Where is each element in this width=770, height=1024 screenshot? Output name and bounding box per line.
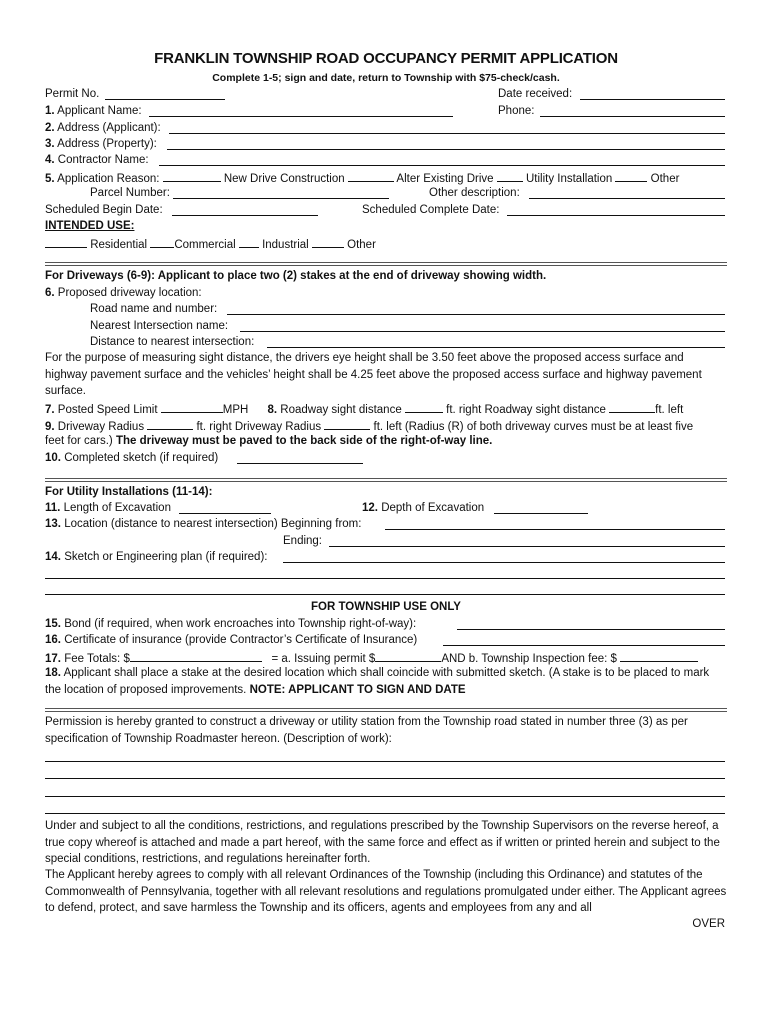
phone-label: Phone: — [498, 105, 535, 117]
address-property-field[interactable] — [167, 149, 725, 150]
nearest-intersection-label: Nearest Intersection name: — [90, 320, 229, 332]
q10-label: 10. Completed sketch (if required) — [45, 452, 219, 464]
q18-text: 18. Applicant shall place a stake at the desired location which shall coincide with submitted sketch. (A stake is to be placed to mark the location of proposed improvements. NOTE: APPLICANT TO SIGN AND DATE — [45, 667, 710, 696]
form-title: FRANKLIN TOWNSHIP ROAD OCCUPANCY PERMIT APPLICATION — [154, 50, 618, 67]
excavation-depth-field[interactable] — [494, 513, 588, 514]
scheduled-begin-field[interactable] — [172, 215, 318, 216]
ending-label: Ending: — [283, 535, 323, 547]
q17-row: 17. Fee Totals: $ = a. Issuing permit $ AND b. Township Inspection fee: $ — [45, 650, 698, 666]
completed-sketch-field[interactable] — [237, 463, 363, 464]
over-label: OVER — [692, 918, 725, 930]
permission-text: Permission is hereby granted to construct a driveway or utility station from the Township road stated in number three (3) as per specification of Township Roadmaster hereon. (Description of work): — [45, 716, 688, 745]
other-blank[interactable] — [615, 170, 647, 182]
distance-intersection-field[interactable] — [267, 347, 725, 348]
driveways-heading: For Driveways (6-9): Applicant to place two (2) stakes at the end of driveway showing width. — [45, 270, 547, 282]
q6-label: 6. Proposed driveway location: — [45, 287, 202, 299]
q15-label: 15. Bond (if required, when work encroaches into Township right-of-way): — [45, 618, 417, 630]
bond-field[interactable] — [457, 629, 725, 630]
sight-left-field[interactable] — [609, 401, 655, 413]
parcel-number-field[interactable] — [173, 198, 389, 199]
ending-field[interactable] — [329, 546, 725, 547]
issuing-permit-field[interactable] — [375, 650, 441, 662]
date-received-label: Date received: — [498, 88, 573, 100]
contractor-name-label: 4. Contractor Name: — [45, 154, 149, 166]
intended-use-heading: INTENDED USE: — [45, 220, 135, 232]
intended-use-row: Residential Commercial Industrial Other — [45, 236, 376, 252]
contractor-name-field[interactable] — [159, 165, 725, 166]
permit-no-label: Permit No. — [45, 88, 100, 100]
sketch-plan-line[interactable] — [45, 594, 725, 595]
nearest-intersection-field[interactable] — [240, 331, 725, 332]
description-line[interactable] — [45, 761, 725, 762]
phone-field[interactable] — [540, 116, 725, 117]
terms-paragraph-2: The Applicant hereby agrees to comply with all relevant Ordinances of the Township (including this Ordinance) and statutes of the Commonwealth of Pennsylvania, together with all relevant resolutions and regulations promulgated under either. The Applicant agrees to defend, protect, and save harmless the Township and its officers, agents and employees from any and all — [45, 869, 727, 914]
permit-no-field[interactable] — [105, 99, 225, 100]
q16-label: 16. Certificate of insurance (provide Contractor’s Certificate of Insurance) — [45, 634, 418, 646]
address-property-label: 3. Address (Property): — [45, 138, 157, 150]
sketch-plan-line[interactable] — [45, 578, 725, 579]
parcel-number-label: Parcel Number: — [90, 187, 170, 199]
q11-label: 11. Length of Excavation — [45, 502, 171, 514]
application-reason-row: 5. Application Reason: New Drive Construction Alter Existing Drive Utility Installation Other — [45, 170, 679, 186]
q14-label: 14. Sketch or Engineering plan (if required): — [45, 551, 268, 563]
excavation-length-field[interactable] — [179, 513, 271, 514]
section-divider — [45, 262, 727, 266]
date-received-field[interactable] — [580, 99, 725, 100]
residential-blank[interactable] — [45, 236, 87, 248]
q7-q8-row: 7. Posted Speed Limit MPH 8. Roadway sight distance ft. right Roadway sight distance ft. left — [45, 401, 683, 417]
address-applicant-label: 2. Address (Applicant): — [45, 122, 161, 134]
sight-distance-text: For the purpose of measuring sight distance, the drivers eye height shall be 3.50 feet above the proposed access surface and highway pavement surface and the vehicles’ height shall be 4.25 feet above the proposed access surface and highway pavement surface. — [45, 352, 702, 397]
speed-limit-field[interactable] — [161, 401, 223, 413]
radius-right-field[interactable] — [147, 418, 193, 430]
other-description-label: Other description: — [429, 187, 520, 199]
scheduled-complete-label: Scheduled Complete Date: — [362, 204, 500, 216]
applicant-name-field[interactable] — [149, 116, 453, 117]
new-drive-blank[interactable] — [163, 170, 221, 182]
sketch-plan-field[interactable] — [283, 562, 725, 563]
description-line[interactable] — [45, 778, 725, 779]
distance-intersection-label: Distance to nearest intersection: — [90, 336, 255, 348]
description-line[interactable] — [45, 796, 725, 797]
form-subtitle: Complete 1-5; sign and date, return to Township with $75-check/cash. — [212, 72, 560, 84]
sight-right-field[interactable] — [405, 401, 443, 413]
fee-total-field[interactable] — [130, 650, 262, 662]
radius-left-field[interactable] — [324, 418, 370, 430]
q9-row: 9. Driveway Radius ft. right Driveway Radius ft. left (Radius (R) of both driveway curves must be at least five — [45, 418, 693, 434]
q13-label: 13. Location (distance to nearest intersection) Beginning from: — [45, 518, 362, 530]
utility-blank[interactable] — [497, 170, 523, 182]
q9-continued: feet for cars.) The driveway must be paved to the back side of the right-of-way line. — [45, 435, 493, 447]
road-name-label: Road name and number: — [90, 303, 218, 315]
scheduled-complete-field[interactable] — [507, 215, 725, 216]
description-line[interactable] — [45, 813, 725, 814]
beginning-from-field[interactable] — [385, 529, 725, 530]
utility-heading: For Utility Installations (11-14): — [45, 486, 213, 498]
inspection-fee-field[interactable] — [620, 650, 698, 662]
insurance-field[interactable] — [443, 645, 725, 646]
applicant-name-label: 1. Applicant Name: — [45, 105, 142, 117]
alter-drive-blank[interactable] — [348, 170, 394, 182]
q12-label: 12. Depth of Excavation — [362, 502, 485, 514]
address-applicant-field[interactable] — [169, 133, 725, 134]
other-description-field[interactable] — [529, 198, 725, 199]
scheduled-begin-label: Scheduled Begin Date: — [45, 204, 163, 216]
section-divider — [45, 708, 727, 712]
industrial-blank[interactable] — [239, 236, 259, 248]
section-divider — [45, 478, 727, 482]
road-name-field[interactable] — [227, 314, 725, 315]
terms-paragraph-1: Under and subject to all the conditions, restrictions, and regulations prescribed by the Township Supervisors on the reverse hereof, a true copy whereof is attached and made a part hereof, with the same force and effect as if written or printed herein and subject to the special conditions, restrictions, and regulations hereinafter forth. — [45, 820, 720, 865]
commercial-blank[interactable] — [150, 236, 174, 248]
township-use-heading: FOR TOWNSHIP USE ONLY — [311, 601, 461, 613]
other-use-blank[interactable] — [312, 236, 344, 248]
